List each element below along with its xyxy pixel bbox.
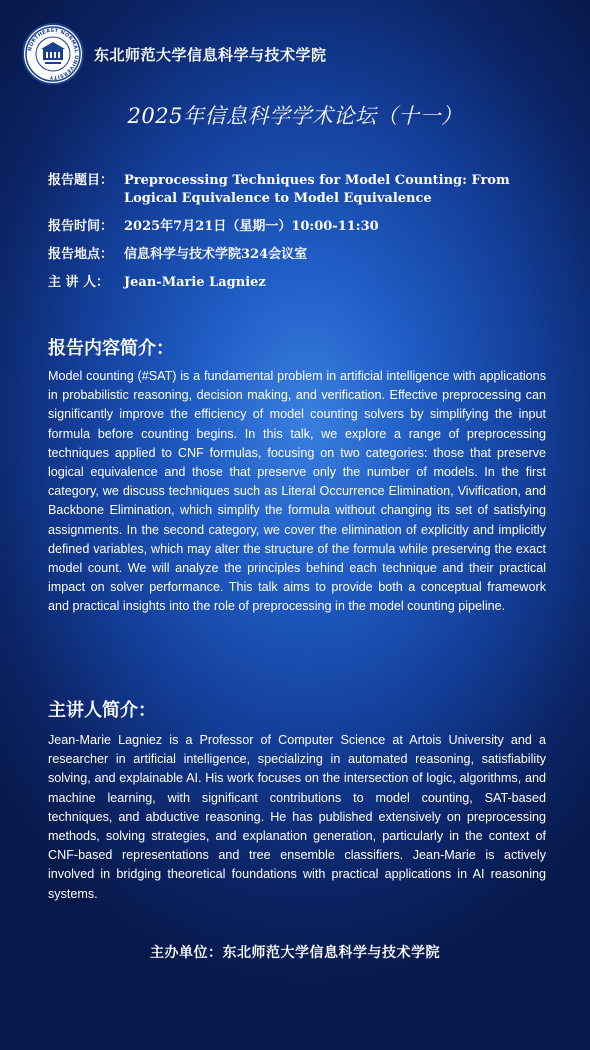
place-value: 信息科学与技术学院324会议室 — [124, 247, 308, 262]
university-logo — [22, 23, 84, 85]
bio-heading: 主讲人简介： — [48, 700, 156, 721]
speaker-value: Jean-Marie Lagniez — [124, 275, 266, 290]
abstract-heading: 报告内容简介： — [48, 338, 174, 359]
time-value: 2025年7月21日（星期一）10:00-11:30 — [124, 219, 379, 234]
topic-value: Preprocessing Techniques for Model Counting: From Logical Equivalence to Model Equivalence — [124, 173, 510, 206]
info-row-topic — [48, 172, 558, 208]
forum-title: 2025年信息科学学术论坛（十一） — [127, 104, 463, 128]
speaker-label: 主 讲 人： — [48, 275, 110, 290]
institution-name: 东北师范大学信息科学与技术学院 — [94, 45, 327, 64]
topic-label: 报告题目： — [48, 173, 114, 188]
logo-ring-text: NORTHEAST NORMAL UNIVERSITY — [27, 27, 80, 81]
header — [22, 22, 327, 86]
place-label: 报告地点： — [48, 247, 114, 262]
bio-text: Jean-Marie Lagniez is a Professor of Computer Science at Artois University and a researcher in artificial intelligence, specializing in automated reasoning, satisfiability solving, and explainable AI. His work focuses on the intersection of logic, algorithms, and machine learning, with significant contributions to model counting, SAT-based techniques, and abductive reasoning. He has published extensively on preprocessing methods, solving strategies, and explanation generation, particularly in the context of CNF-based representations and tree ensemble classifiers. Jean-Marie is actively involved in bridging theoretical foundations with practical applications in AI reasoning systems. — [48, 733, 546, 901]
info-row-time — [48, 218, 558, 236]
info-row-speaker — [48, 274, 558, 292]
talk-info — [48, 172, 558, 302]
university-seal-icon — [24, 25, 82, 83]
organizer-footer: 主办单位：东北师范大学信息科学与技术学院 — [150, 945, 440, 961]
abstract-text: Model counting (#SAT) is a fundamental problem in artificial intelligence with applications in probabilistic reasoning, decision making, and verification. Effective preprocessing can significantly improve the efficiency of model counting solvers by simplifying the input formula before counting begins. In this talk, we explore a range of preprocessing techniques applied to CNF formulas, focusing on two categories: those that preserve logical equivalence and those that preserve only the number of models. In the first category, we discuss techniques such as Literal Occurrence Elimination, Vivification, and Backbone Elimination, which simplify the formula without changing its set of satisfying assignments. In the second category, we cover the elimination of explicitly and implicitly defined variables, which may alter the structure of the formula while preserving the exact model count. We will analyze the principles behind each technique and their practical impact on solver performance. This talk aims to provide both a conceptual framework and practical insights into the role of preprocessing in the model counting pipeline. — [48, 369, 546, 614]
time-label: 报告时间： — [48, 219, 114, 234]
info-row-place — [48, 246, 558, 264]
